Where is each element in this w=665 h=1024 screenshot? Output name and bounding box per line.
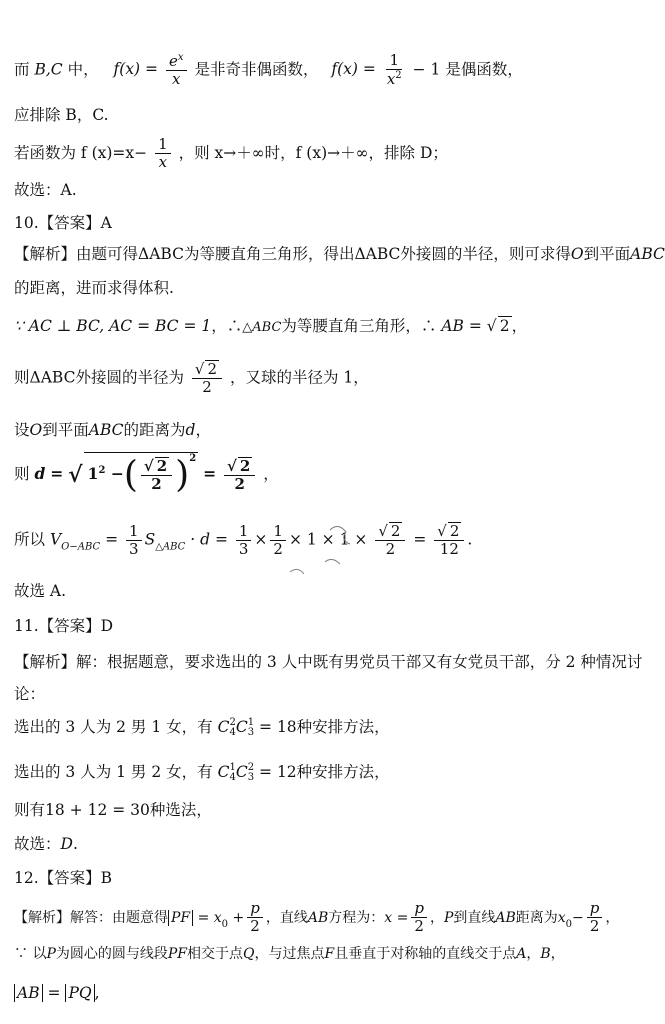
- text-segment: ，则 x→＋∞时，f (x)→＋∞，排除 D；: [178, 143, 448, 162]
- math-c: C: [235, 718, 248, 736]
- text-line-23: [14, 946, 565, 963]
- text-segment: 故选：: [14, 835, 61, 853]
- fraction-1-over-x2: [384, 52, 405, 89]
- text-segment: ，: [195, 421, 211, 439]
- text-segment: ，∴: [211, 317, 243, 335]
- fraction-p-2: [587, 900, 603, 936]
- text-line-8: ∵ AC ⊥ BC, AC = BC = 1，∴△ABC为等腰直角三角形，∴ AB = √ 2 ，: [14, 317, 528, 335]
- text-segment: 种安排方法，: [296, 718, 390, 736]
- text-segment: 设: [14, 421, 30, 439]
- math-f1: f(x) =: [113, 60, 159, 79]
- text-line-22: [14, 900, 619, 936]
- math-sup: 1: [229, 762, 236, 773]
- text-segment: 种选法，: [149, 801, 212, 819]
- text-line-9: [14, 360, 369, 397]
- text-segment: ∵ 以: [14, 946, 47, 962]
- fraction-1-3: [236, 523, 252, 559]
- frac-den: 2: [234, 475, 245, 493]
- math-sub: 0: [565, 918, 573, 930]
- text-line-1: [14, 52, 523, 89]
- text-segment: ，: [605, 909, 620, 926]
- math-triangle-abc: ΔABC: [354, 245, 401, 263]
- math-equals: =: [413, 530, 427, 549]
- math-o: O: [29, 421, 43, 439]
- fraction-p-2: [411, 900, 427, 936]
- math-equals: =: [203, 464, 217, 483]
- math-equals: =: [47, 984, 61, 1002]
- text-segment: 则有: [14, 801, 46, 819]
- text-line-20: [14, 835, 78, 854]
- math-c: C: [235, 763, 248, 781]
- text-segment: 所以: [14, 530, 46, 549]
- text-segment: 为圆心的圆与线段: [55, 946, 168, 962]
- text-line-4: 故选：A.: [14, 181, 77, 199]
- text-segment: 【解析】解答：由题意得: [14, 909, 168, 926]
- text-segment: ,: [94, 984, 100, 1002]
- text-segment: 方程为：: [328, 909, 385, 926]
- math-minus: −: [110, 464, 124, 483]
- text-segment: 相交于点: [187, 946, 244, 962]
- text-segment: 到平面: [42, 421, 89, 439]
- math-square-sup: 2: [189, 453, 197, 464]
- answer-10-heading: 10.【答案】A: [14, 214, 112, 232]
- frac-den: 2: [273, 539, 283, 558]
- text-segment: 的距离为: [123, 421, 186, 439]
- math-plus: +: [232, 909, 245, 926]
- math-ab-eq: AB =: [441, 317, 482, 335]
- math-sup: 1: [247, 717, 255, 728]
- math-ab-abs: AB: [14, 984, 43, 1002]
- text-segment: 若函数为 f (x)=x−: [14, 143, 148, 162]
- math-sum: 18 + 12 = 30: [45, 801, 150, 819]
- math-x-eq: x =: [384, 909, 409, 926]
- math-minus: −: [572, 909, 584, 926]
- math-times: ×: [254, 530, 268, 549]
- math-times-chain: × 1 × 1 ×: [288, 530, 368, 549]
- frac-den: x: [386, 70, 396, 89]
- math-pq-abs: PQ: [65, 984, 94, 1002]
- math-a: A: [516, 946, 527, 962]
- text-segment: 选出的 3 人为 1 男 2 女，有: [14, 763, 213, 781]
- frac-num: 2: [239, 456, 251, 475]
- text-segment: .: [72, 835, 78, 853]
- math-perpendicular: ∵ AC ⊥ BC, AC = BC = 1: [14, 317, 212, 335]
- frac-den: x: [172, 70, 181, 89]
- text-line-18: [14, 763, 390, 783]
- text-segment: ，: [429, 909, 444, 926]
- text-segment: 到平面: [583, 245, 631, 263]
- frac-den: 2: [385, 540, 396, 559]
- text-segment: ，: [263, 465, 279, 483]
- math-result: = 12: [259, 763, 297, 781]
- text-segment: 种安排方法，: [296, 763, 390, 781]
- frac-num: 2: [156, 456, 168, 475]
- math-eq-x: = x: [197, 909, 222, 926]
- math-sub: 0: [221, 918, 229, 930]
- text-segment: ，又球的半径为 1，: [229, 368, 369, 387]
- math-s-sub: △ABC: [155, 541, 186, 553]
- text-line-11: 则 d = √ $1^2$ −( $\frac{√ 2}{2}$ )$^2$ = $\frac{√ 2}{2}$ ，: [14, 453, 279, 496]
- math-pf: PF: [167, 946, 188, 962]
- text-segment: ，: [550, 946, 565, 962]
- math-ab: AB: [307, 909, 329, 926]
- frac-den: 2: [589, 917, 600, 936]
- fraction-sqrt2-over-2: $\frac{√ 2}{2}$: [192, 360, 222, 397]
- text-line-7: 的距离，进而求得体积.: [14, 279, 174, 297]
- text-segment: 则: [14, 465, 30, 483]
- frac-num: p: [587, 900, 603, 918]
- text-segment: 到直线: [453, 909, 496, 926]
- math-triangle-abc: ΔABC: [138, 245, 184, 263]
- text-line-17: [14, 718, 390, 738]
- math-result: = 18: [259, 718, 297, 736]
- math-ab: AB: [495, 909, 516, 926]
- text-segment: 是偶函数，: [445, 60, 523, 79]
- frac-num: 1: [155, 136, 171, 154]
- text-line-3: [14, 136, 448, 172]
- frac-num: 1: [386, 52, 402, 70]
- fraction-1-3: [126, 523, 142, 559]
- math-pf: PF: [168, 910, 193, 926]
- text-segment: ，: [511, 317, 528, 335]
- math-bc: B,C: [34, 60, 63, 79]
- text-segment: 选出的 3 人为 2 男 1 女，有: [14, 718, 213, 736]
- text-segment: ，直线: [265, 909, 308, 926]
- frac-den: 2: [250, 917, 260, 936]
- math-sub: 3: [247, 772, 255, 783]
- frac-num: 1: [126, 523, 142, 541]
- math-equals: =: [105, 530, 119, 549]
- frac-num: p: [411, 900, 427, 918]
- frac-den: 2: [151, 475, 162, 493]
- text-segment: 且垂直于对称轴的直线交于点: [334, 946, 517, 962]
- math-abc: ABC: [630, 245, 665, 263]
- fraction-sqrt2-over-2: $\frac{√ 2}{2}$: [224, 457, 255, 494]
- frac-num: 2: [390, 522, 401, 540]
- text-segment: 是非奇非偶函数，: [194, 60, 319, 79]
- text-segment: 外接圆的半径，则可求得: [400, 245, 571, 263]
- fraction-ex-over-x: [166, 52, 187, 89]
- frac-den: 12: [439, 540, 459, 559]
- text-segment: 而: [14, 60, 30, 79]
- math-v-sub: O−ABC: [61, 541, 101, 553]
- pencil-scribble-marks: [280, 510, 370, 580]
- text-line-15: 【解析】解：根据题意，要求选出的 3 人中既有男党员干部又有女党员干部，分 2 种情况讨: [14, 653, 643, 671]
- math-sub: 4: [229, 772, 236, 783]
- text-segment: ，: [526, 946, 541, 962]
- math-triangle-abc: ΔABC: [29, 368, 76, 387]
- fraction-sqrt2-over-12: $\frac{√ 2}{12}$: [434, 522, 464, 559]
- frac-num: 1: [236, 523, 252, 541]
- math-sub: 4: [229, 727, 236, 738]
- text-segment: 则: [14, 368, 30, 387]
- math-one: 1: [87, 464, 99, 483]
- math-d: d: [185, 421, 196, 439]
- fraction-sqrt2-over-2: $\frac{√ 2}{2}$: [375, 522, 405, 559]
- text-line-13: 故选 A.: [14, 582, 67, 600]
- math-c: C: [217, 718, 230, 736]
- text-segment: 中，: [67, 60, 99, 79]
- answer-11-heading: 11.【答案】D: [14, 617, 114, 635]
- answer-12-heading: 12.【答案】B: [14, 869, 113, 887]
- text-line-6: [14, 245, 665, 264]
- math-sqrt2: 2: [499, 317, 510, 335]
- math-s: S: [144, 530, 156, 549]
- math-sup: 2: [229, 717, 236, 728]
- math-d: D: [60, 835, 73, 853]
- math-sup: 2: [247, 762, 255, 773]
- frac-num-sup: x: [177, 52, 184, 63]
- text-line-10: [14, 421, 211, 440]
- text-segment: 为等腰直角三角形，得出: [183, 245, 355, 263]
- math-one-sup: 2: [98, 465, 106, 476]
- math-x: x: [557, 909, 566, 926]
- fraction-p-2: [247, 900, 263, 936]
- math-c: C: [217, 763, 230, 781]
- text-segment: 距离为: [515, 909, 558, 926]
- math-sqrt-expression: $1^2$ −( $\frac{√ 2}{2}$ )$^2$: [84, 452, 199, 497]
- text-segment: .: [467, 530, 473, 549]
- text-segment: 为等腰直角三角形，∴: [281, 317, 437, 335]
- frac-den: 3: [129, 539, 139, 558]
- math-q: Q: [243, 946, 255, 962]
- fraction-1-over-x: [155, 136, 171, 172]
- frac-num: 2: [449, 522, 460, 540]
- math-sub: 3: [247, 727, 255, 738]
- math-abc: ABC: [88, 421, 124, 439]
- frac-den: 3: [238, 539, 249, 558]
- frac-num: e: [168, 52, 178, 70]
- frac-den-sup: 2: [395, 70, 402, 82]
- text-line-24: [14, 984, 100, 1003]
- text-line-12: [14, 522, 472, 559]
- frac-den: 2: [414, 917, 424, 936]
- math-dot-d: · d =: [190, 530, 228, 549]
- math-d: d: [34, 464, 46, 483]
- math-p: P: [443, 909, 454, 926]
- math-equals: =: [50, 464, 64, 483]
- math-v: V: [49, 530, 62, 549]
- text-segment: ，与过焦点: [254, 946, 325, 962]
- math-p: P: [46, 946, 56, 962]
- fraction-sqrt2-over-2: $\frac{√ 2}{2}$: [141, 457, 172, 494]
- math-triangle-abc: △ABC: [242, 320, 282, 335]
- frac-num: 2: [207, 360, 218, 378]
- text-segment: 【解析】由题可得: [14, 245, 139, 263]
- math-f: F: [324, 946, 335, 962]
- math-o: O: [570, 245, 584, 263]
- math-minus-one: − 1: [412, 60, 441, 79]
- frac-num: 1: [270, 523, 286, 541]
- frac-den: 2: [202, 378, 212, 397]
- text-segment: 外接圆的半径为: [75, 368, 184, 387]
- frac-den: x: [158, 153, 168, 172]
- math-f2: f(x) =: [331, 60, 376, 79]
- frac-num: p: [247, 900, 263, 918]
- text-line-19: [14, 801, 212, 820]
- math-b: B: [540, 946, 551, 962]
- text-line-2: 应排除 B，C.: [14, 106, 109, 124]
- text-line-16: 论：: [14, 685, 46, 703]
